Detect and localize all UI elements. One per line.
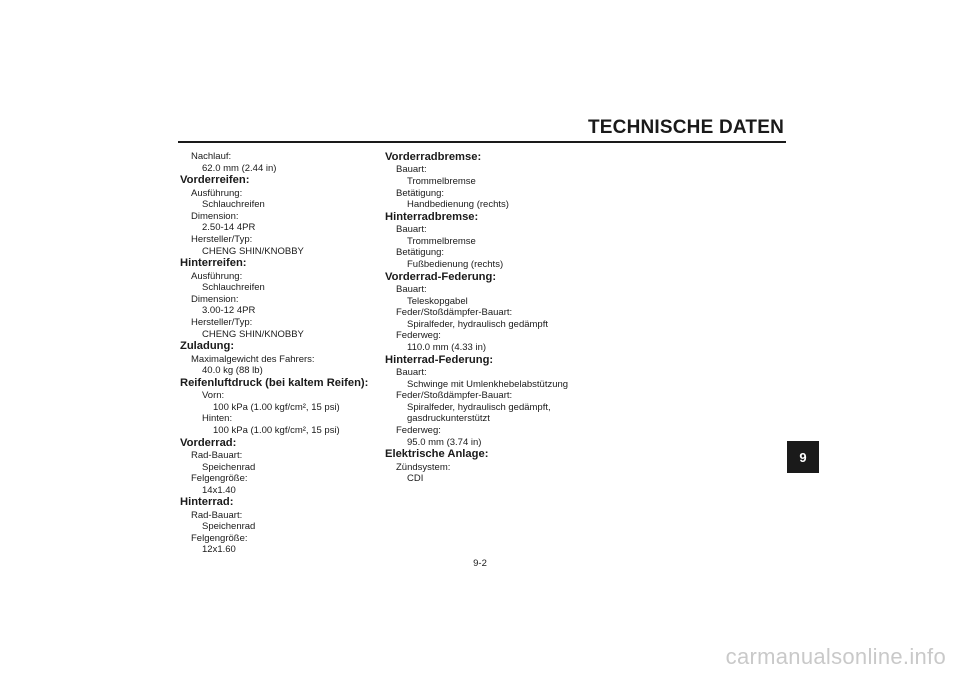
spec-value: 95.0 mm (3.74 in) — [407, 436, 482, 448]
spec-value: Spiralfeder, hydraulisch gedämpft, — [407, 401, 551, 413]
header-rule — [178, 141, 786, 143]
spec-value: Speichenrad — [202, 461, 256, 473]
spec-label: Rad-Bauart: — [191, 509, 243, 521]
section-heading-vorderrad: Vorderrad: — [180, 436, 237, 449]
spec-label: Bauart: — [396, 366, 427, 378]
spec-value: Fußbedienung (rechts) — [407, 258, 504, 270]
spec-value: Trommelbremse — [407, 176, 476, 187]
spec-value: Trommelbremse — [407, 235, 476, 247]
page-title: TECHNISCHE DATEN — [587, 117, 784, 138]
spec-value: 14x1.40 — [202, 484, 236, 496]
chapter-tab: 9 — [787, 441, 819, 473]
spec-subvalue: 100 kPa (1.00 kgf/cm², 15 psi) — [213, 401, 340, 413]
spec-value: Schwinge mit Umlenkhebelabstützung — [407, 378, 569, 390]
section-heading-hinterrad-federung: Hinterrad-Federung: — [385, 353, 494, 366]
spec-label: Hersteller/Typ: — [191, 316, 253, 328]
section-heading-hinterrad: Hinterrad: — [180, 496, 234, 509]
spec-label: Dimension: — [191, 293, 239, 305]
spec-label: Dimension: — [191, 210, 239, 222]
spec-label: Hersteller/Typ: — [191, 233, 253, 245]
spec-value: Speichenrad — [202, 521, 256, 533]
spec-value: 62.0 mm (2.44 in) — [202, 162, 277, 174]
spec-sublabel: Hinten: — [202, 413, 233, 425]
spec-label: Feder/Stoßdämpfer-Bauart: — [396, 390, 513, 402]
section-heading-hinterradbremse: Hinterradbremse: — [385, 210, 479, 223]
spec-value: Schlauchreifen — [202, 282, 265, 294]
spec-value: Spiralfeder, hydraulisch gedämpft — [407, 318, 548, 330]
watermark: carmanualsonline.info — [725, 644, 946, 669]
spec-value: Schlauchreifen — [202, 199, 265, 211]
spec-label: Bauart: — [396, 224, 427, 236]
left-column — [180, 151, 380, 556]
section-heading-zuladung: Zuladung: — [180, 340, 235, 353]
spec-value: gasdruckunterstützt — [407, 413, 490, 425]
spec-label: Bauart: — [396, 283, 427, 295]
spec-value: 40.0 kg (88 lb) — [202, 365, 263, 377]
spec-value: Handbedienung (rechts) — [407, 199, 509, 211]
spec-value: CHENG SHIN/KNOBBY — [202, 245, 304, 257]
spec-label: Ausführung: — [191, 187, 243, 199]
spec-label: Bauart: — [396, 164, 427, 176]
right-column — [385, 151, 605, 485]
spec-label: Nachlauf: — [191, 151, 232, 162]
spec-label: Rad-Bauart: — [191, 449, 243, 461]
spec-value: CDI — [407, 473, 424, 485]
section-heading-vorderrad-federung: Vorderrad-Federung: — [385, 270, 497, 283]
spec-sublabel: Vorn: — [202, 390, 225, 402]
page-number: 9-2 — [473, 558, 487, 569]
section-heading-hinterreifen: Hinterreifen: — [180, 257, 247, 270]
section-heading-reifenluftdruck: Reifenluftdruck (bei kaltem Reifen): — [180, 376, 369, 389]
spec-label: Federweg: — [396, 424, 441, 436]
spec-label: Ausführung: — [191, 270, 243, 282]
section-heading-vorderreifen: Vorderreifen: — [180, 174, 250, 187]
spec-label: Maximalgewicht des Fahrers: — [191, 353, 315, 365]
spec-label: Betätigung: — [396, 247, 445, 259]
spec-value: 2.50-14 4PR — [202, 222, 256, 234]
section-heading-vorderradbremse: Vorderradbremse: — [385, 151, 482, 163]
spec-value: 12x1.60 — [202, 544, 236, 556]
spec-label: Felgengröße: — [191, 473, 248, 485]
spec-label: Felgengröße: — [191, 532, 248, 544]
spec-value: 110.0 mm (4.33 in) — [407, 341, 487, 353]
section-heading-elektrische-anlage: Elektrische Anlage: — [385, 448, 489, 461]
spec-value: Teleskopgabel — [407, 295, 468, 307]
spec-value: 3.00-12 4PR — [202, 305, 256, 317]
spec-label: Zündsystem: — [396, 461, 451, 473]
spec-label: Feder/Stoßdämpfer-Bauart: — [396, 307, 513, 319]
spec-label: Betätigung: — [396, 187, 445, 199]
spec-subvalue: 100 kPa (1.00 kgf/cm², 15 psi) — [213, 424, 340, 436]
spec-value: CHENG SHIN/KNOBBY — [202, 328, 304, 340]
spec-label: Federweg: — [396, 330, 441, 342]
